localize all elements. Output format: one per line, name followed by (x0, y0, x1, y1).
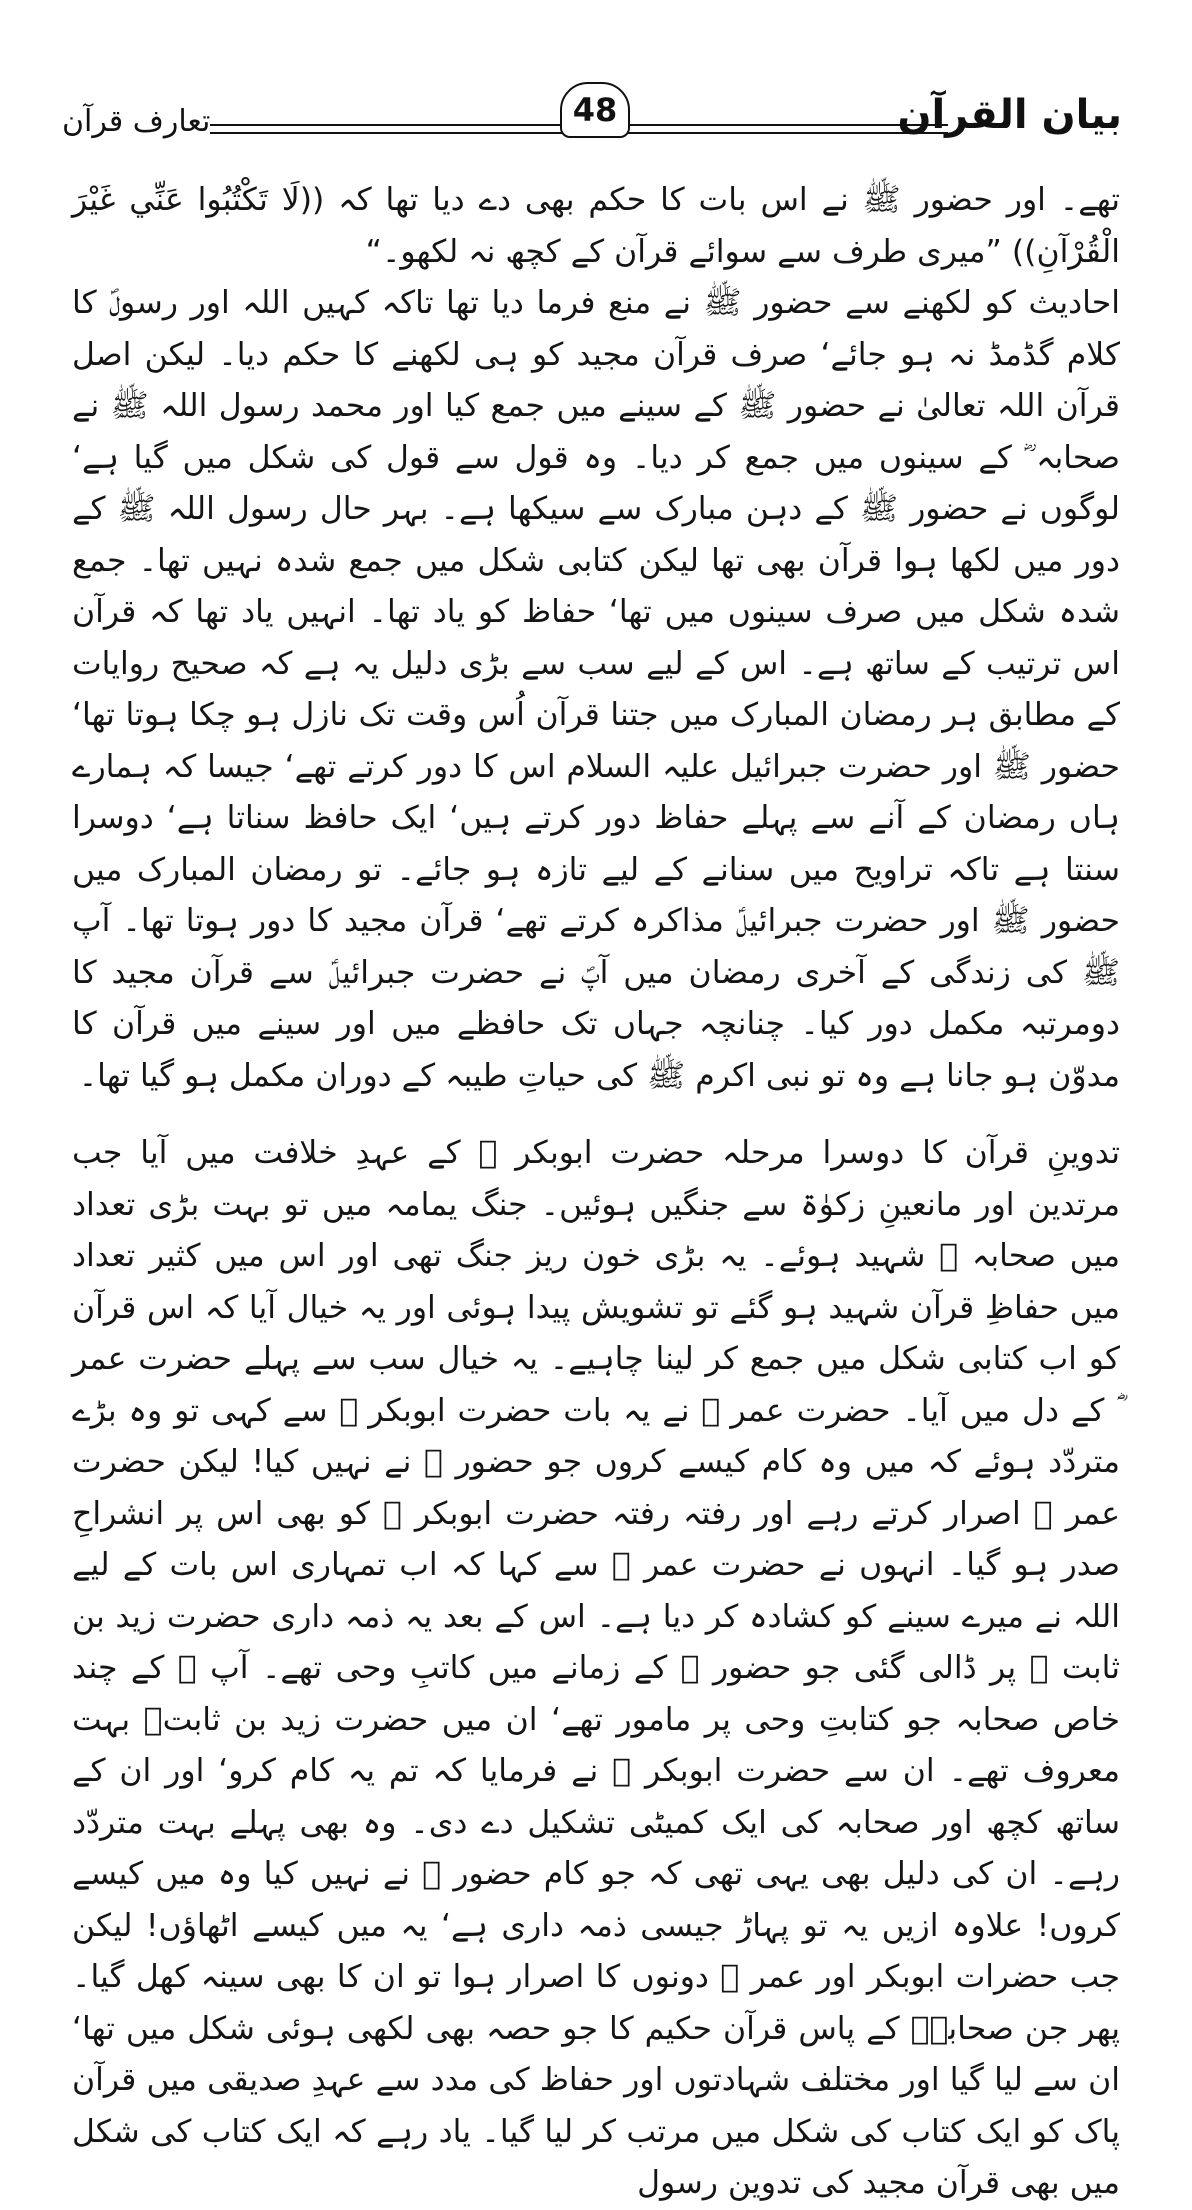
book-title: بیان القرآن (897, 92, 1122, 138)
body-text (72, 175, 1120, 2201)
page-number-badge (560, 82, 630, 138)
header-rule-left (210, 124, 562, 134)
paragraph-1: تھے۔ اور حضور ﷺ نے اس بات کا حکم بھی دے دیا تھا کہ ((لَا تَكْتُبُوا عَنِّي غَيْرَ الْقُرْآنِ)) ”میری طرف سے سوائے قرآن کے کچھ نہ لکھو۔“ (72, 182, 1120, 270)
running-header (0, 0, 1192, 170)
paragraph-3: تدوینِ قرآن کا دوسرا مرحلہ حضرت ابوبکر ؓ کے عہدِ خلافت میں آیا جب مرتدین اور مانعینِ زکوٰۃ سے جنگیں ہوئیں۔ جنگ یمامہ میں تو بہت بڑی تعداد میں صحابہ ؓ شہید ہوئے۔ یہ بڑی خون ریز جنگ تھی اور اس میں کثیر تعداد میں حفاظِ قرآن شہید ہو گئے تو تشویش پیدا ہوئی اور یہ خیال آیا کہ اس قرآن کو اب کتابی شکل میں جمع کر لینا چاہیے۔ یہ خیال سب سے پہلے حضرت عمر ؓ کے دل میں آیا۔ حضرت عمر ؓ نے یہ بات حضرت ابوبکر ؓ سے کہی تو وہ بڑے متردّد ہوئے کہ میں وہ کام کیسے کروں جو حضور ﷺ نے نہیں کیا! لیکن حضرت عمر ؓ اصرار کرتے رہے اور رفتہ رفتہ حضرت ابوبکر ؓ کو بھی اس پر انشراحِ صدر ہو گیا۔ انہوں نے حضرت عمر ؓ سے کہا کہ اب تمہاری اس بات کے لیے اللہ نے میرے سینے کو کشادہ کر دیا ہے۔ اس کے بعد یہ ذمہ داری حضرت زید بن ثابت ؓ پر ڈالی گئی جو حضور ﷺ کے زمانے میں کاتبِ وحی تھے۔ آپ ﷺ کے چند خاص صحابہ جو کتابتِ وحی پر مامور تھے‘ ان میں حضرت زید بن ثابتؓ بہت معروف تھے۔ ان سے حضرت ابوبکر ؓ نے فرمایا کہ تم یہ کام کرو‘ اور ان کے ساتھ کچھ اور صحابہ کی ایک کمیٹی تشکیل دے دی۔ وہ بھی پہلے بہت متردّد رہے۔ ان کی دلیل بھی یہی تھی کہ جو کام حضور ﷺ نے نہیں کیا وہ میں کیسے کروں! علاوہ ازیں یہ تو پہاڑ جیسی ذمہ داری ہے‘ یہ میں کیسے اٹھاؤں! لیکن جب حضرات ابوبکر اور عمر ؓ دونوں کا اصرار ہوا تو ان کا بھی سینہ کھل گیا۔ پھر جن صحابہؓ کے پاس قرآن حکیم کا جو حصہ بھی لکھی ہوئی شکل میں تھا‘ ان سے لیا گیا اور مختلف شہادتوں اور حفاظ کی مدد سے عہدِ صدیقی میں قرآن پاک کو ایک کتاب کی شکل میں مرتب کر لیا گیا۔ یاد رہے کہ ایک کتاب کی شکل میں بھی قرآن مجید کی تدوین رسول (72, 1135, 1120, 2201)
page-number: 48 (572, 91, 618, 129)
section-title: تعارف قرآن (62, 104, 211, 139)
paragraph-2: احادیث کو لکھنے سے حضور ﷺ نے منع فرما دیا تھا تاکہ کہیں اللہ اور رسولؐ کا کلام گڈمڈ نہ ہو جائے‘ صرف قرآن مجید کو ہی لکھنے کا حکم دیا۔ لیکن اصل قرآن اللہ تعالیٰ نے حضور ﷺ کے سینے میں جمع کیا اور محمد رسول اللہ ﷺ نے صحابہ ؓ کے سینوں میں جمع کر دیا۔ وہ قول سے قول کی شکل میں گیا ہے‘ لوگوں نے حضور ﷺ کے دہن مبارک سے سیکھا ہے۔ بہر حال رسول اللہ ﷺ کے دور میں لکھا ہوا قرآن بھی تھا لیکن کتابی شکل میں جمع شدہ نہیں تھا۔ جمع شدہ شکل میں صرف سینوں میں تھا‘ حفاظ کو یاد تھا۔ انہیں یاد تھا کہ قرآن اس ترتیب کے ساتھ ہے۔ اس کے لیے سب سے بڑی دلیل یہ ہے کہ صحیح روایات کے مطابق ہر رمضان المبارک میں جتنا قرآن اُس وقت تک نازل ہو چکا ہوتا تھا‘ حضور ﷺ اور حضرت جبرائیل علیہ السلام اس کا دور کرتے تھے‘ جیسا کہ ہمارے ہاں رمضان کے آنے سے پہلے حفاظ دور کرتے ہیں‘ ایک حافظ سناتا ہے‘ دوسرا سنتا ہے تاکہ تراویح میں سنانے کے لیے تازہ ہو جائے۔ تو رمضان المبارک میں حضور ﷺ اور حضرت جبرائیلؑ مذاکرہ کرتے تھے‘ قرآن مجید کا دور ہوتا تھا۔ آپ ﷺ کی زندگی کے آخری رمضان میں آپؐ نے حضرت جبرائیلؑ سے قرآن مجید کا دومرتبہ مکمل دور کیا۔ چنانچہ جہاں تک حافظے میں اور سینے میں قرآن کا مدوّن ہو جانا ہے وہ تو نبی اکرم ﷺ کی حیاتِ طیبہ کے دوران مکمل ہو گیا تھا۔ (72, 285, 1120, 1094)
